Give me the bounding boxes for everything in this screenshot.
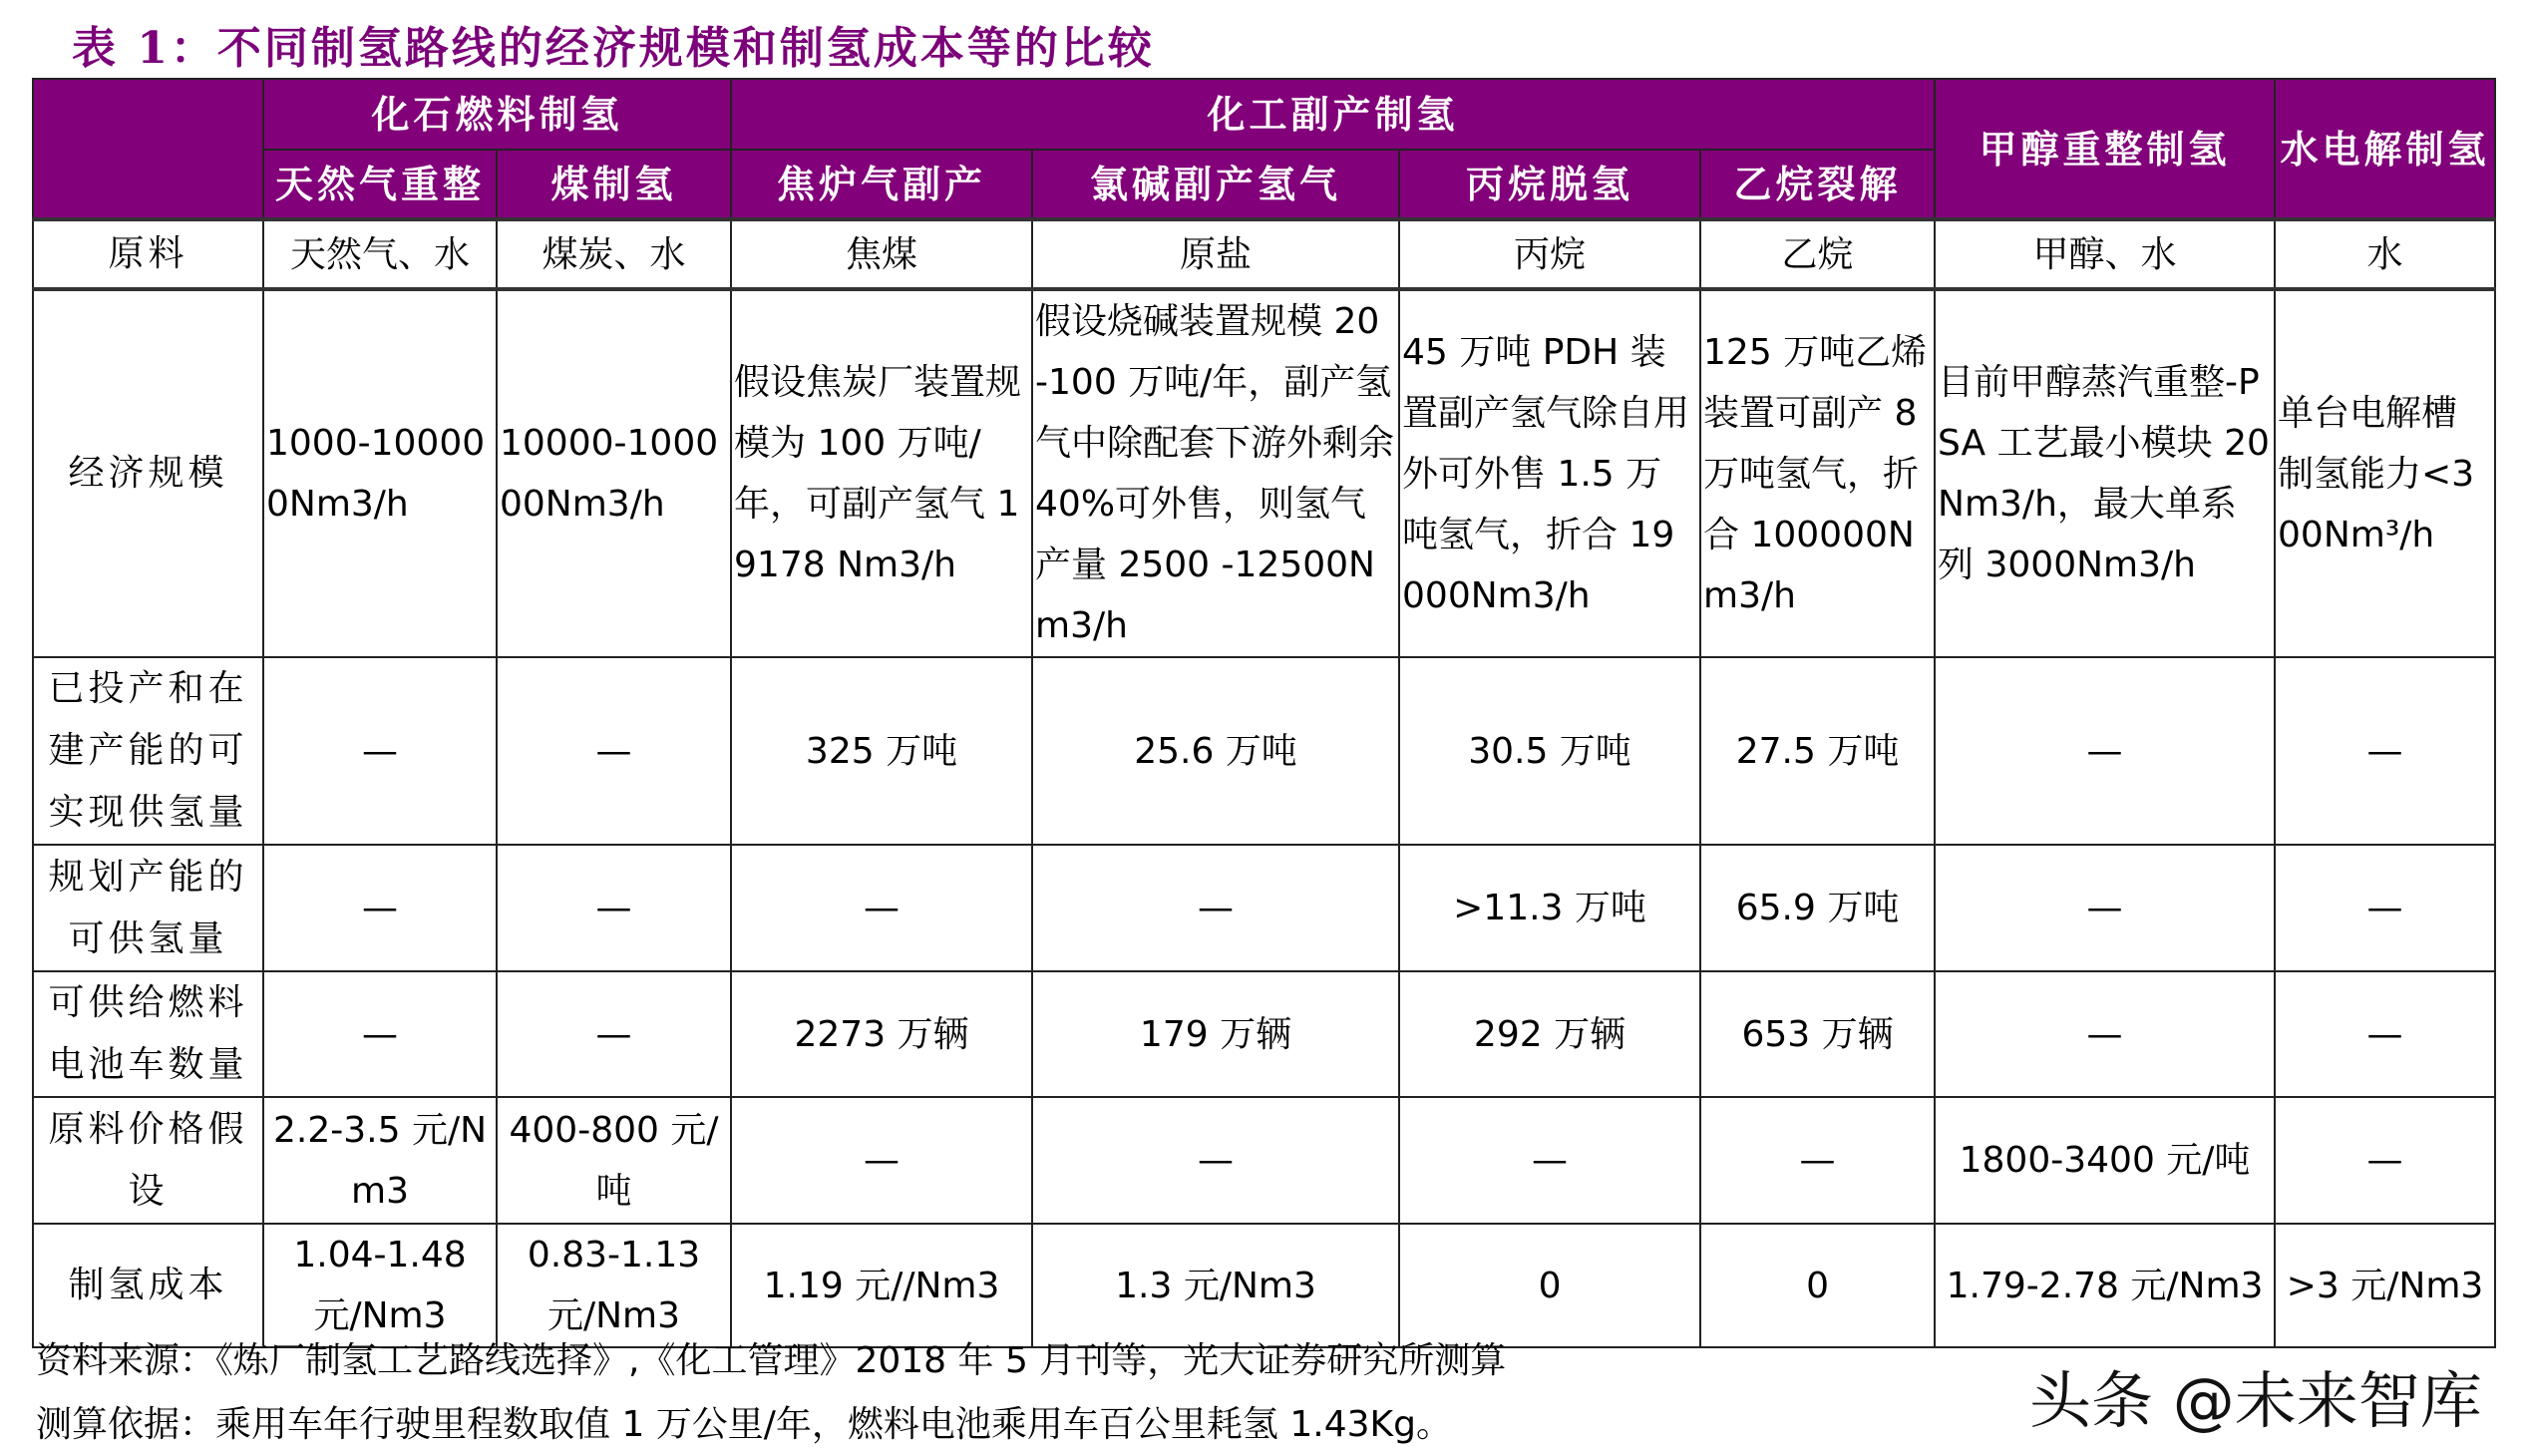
table-cell: 30.5 万吨 [1399, 657, 1700, 845]
table-cell: 原盐 [1032, 219, 1399, 289]
table-cell: 1800-3400 元/吨 [1935, 1097, 2275, 1224]
table-cell: 125 万吨乙烯装置可副产 8 万吨氢气，折合 100000Nm3/h [1700, 289, 1935, 657]
table-row [33, 657, 2495, 845]
table-cell: >3 元/Nm3 [2275, 1224, 2495, 1347]
comparison-table [32, 78, 2496, 1348]
table-cell: 水 [2275, 219, 2495, 289]
table-cell: — [2275, 971, 2495, 1097]
group-header: 水电解制氢 [2275, 79, 2495, 219]
group-header: 化石燃料制氢 [263, 79, 731, 150]
table-cell: >11.3 万吨 [1399, 845, 1700, 971]
table-cell: — [731, 1097, 1032, 1224]
table-cell: — [2275, 1097, 2495, 1224]
corner-header-cell [33, 79, 263, 219]
table-cell: — [731, 845, 1032, 971]
table-cell: 653 万辆 [1700, 971, 1935, 1097]
table-cell: 65.9 万吨 [1700, 845, 1935, 971]
table-cell: — [1032, 1097, 1399, 1224]
table-cell: 假设烧碱装置规模 20 -100 万吨/年，副产氢气中除配套下游外剩余 40%可外售，则氢气产量 2500 -12500Nm3/h [1032, 289, 1399, 657]
table-cell: — [1700, 1097, 1935, 1224]
table-cell: — [2275, 657, 2495, 845]
table-cell: 2273 万辆 [731, 971, 1032, 1097]
source-note: 资料来源：《炼厂制氢工艺路线选择》,《化工管理》2018 年 5 月刊等，光大证券研究所测算 [36, 1340, 1507, 1381]
sub-header: 天然气重整 [263, 150, 497, 219]
table-cell: 甲醇、水 [1935, 219, 2275, 289]
table-cell: 1000-100000Nm3/h [263, 289, 497, 657]
sub-header: 煤制氢 [497, 150, 731, 219]
basis-note: 测算依据：乘用车年行驶里程数取值 1 万公里/年，燃料电池乘用车百公里耗氢 1.43Kg。 [36, 1404, 1452, 1445]
table-cell: — [263, 657, 497, 845]
sub-header: 焦炉气副产 [731, 150, 1032, 219]
table-cell: — [1935, 845, 2275, 971]
table-title: 表 1：不同制氢路线的经济规模和制氢成本等的比较 [72, 23, 1155, 74]
table-cell: 丙烷 [1399, 219, 1700, 289]
table-cell: 1.79-2.78 元/Nm3 [1935, 1224, 2275, 1347]
table-cell: 假设焦炭厂装置规模为 100 万吨/年，可副产氢气 19178 Nm3/h [731, 289, 1032, 657]
table-cell: 25.6 万吨 [1032, 657, 1399, 845]
table-cell: 0 [1700, 1224, 1935, 1347]
table-cell: 179 万辆 [1032, 971, 1399, 1097]
table-cell: 0 [1399, 1224, 1700, 1347]
table-row [33, 289, 2495, 657]
row-label: 原料价格假设 [33, 1097, 263, 1224]
table-cell: 乙烷 [1700, 219, 1935, 289]
table-row [33, 219, 2495, 289]
table-cell: — [263, 845, 497, 971]
table-cell: 27.5 万吨 [1700, 657, 1935, 845]
table-cell: — [2275, 845, 2495, 971]
table-cell: 目前甲醇蒸汽重整-PSA 工艺最小模块 20Nm3/h，最大单系列 3000Nm3/h [1935, 289, 2275, 657]
table-row [33, 1224, 2495, 1347]
table-cell: — [1935, 971, 2275, 1097]
row-label: 制氢成本 [33, 1224, 263, 1347]
table-cell: 45 万吨 PDH 装置副产氢气除自用外可外售 1.5 万吨氢气，折合 19000Nm3/h [1399, 289, 1700, 657]
table-cell: 0.83-1.13 元/Nm3 [497, 1224, 731, 1347]
watermark: 头条 @未来智库 [2029, 1364, 2482, 1437]
table-cell: — [1399, 1097, 1700, 1224]
table-cell: — [1935, 657, 2275, 845]
table-cell: 1.3 元/Nm3 [1032, 1224, 1399, 1347]
table-cell: 煤炭、水 [497, 219, 731, 289]
table-row [33, 971, 2495, 1097]
table-cell: — [497, 971, 731, 1097]
table-cell: 天然气、水 [263, 219, 497, 289]
table-cell: — [263, 971, 497, 1097]
row-label: 规划产能的可供氢量 [33, 845, 263, 971]
table-cell: 1.04-1.48 元/Nm3 [263, 1224, 497, 1347]
table-cell: 单台电解槽制氢能力<300Nm³/h [2275, 289, 2495, 657]
table-cell: 2.2-3.5 元/Nm3 [263, 1097, 497, 1224]
row-label: 已投产和在建产能的可实现供氢量 [33, 657, 263, 845]
group-header: 化工副产制氢 [731, 79, 1935, 150]
row-label: 经济规模 [33, 289, 263, 657]
table-cell: — [497, 845, 731, 971]
sub-header: 丙烷脱氢 [1399, 150, 1700, 219]
sub-header: 乙烷裂解 [1700, 150, 1935, 219]
table-cell: 1.19 元//Nm3 [731, 1224, 1032, 1347]
sub-header: 氯碱副产氢气 [1032, 150, 1399, 219]
table-cell: — [1032, 845, 1399, 971]
table-cell: 10000-100000Nm3/h [497, 289, 731, 657]
group-header: 甲醇重整制氢 [1935, 79, 2275, 219]
table-cell: 292 万辆 [1399, 971, 1700, 1097]
table-cell: — [497, 657, 731, 845]
row-label: 原料 [33, 219, 263, 289]
table-row [33, 845, 2495, 971]
table-cell: 325 万吨 [731, 657, 1032, 845]
table-cell: 焦煤 [731, 219, 1032, 289]
table-cell: 400-800 元/吨 [497, 1097, 731, 1224]
table-row [33, 1097, 2495, 1224]
row-label: 可供给燃料电池车数量 [33, 971, 263, 1097]
